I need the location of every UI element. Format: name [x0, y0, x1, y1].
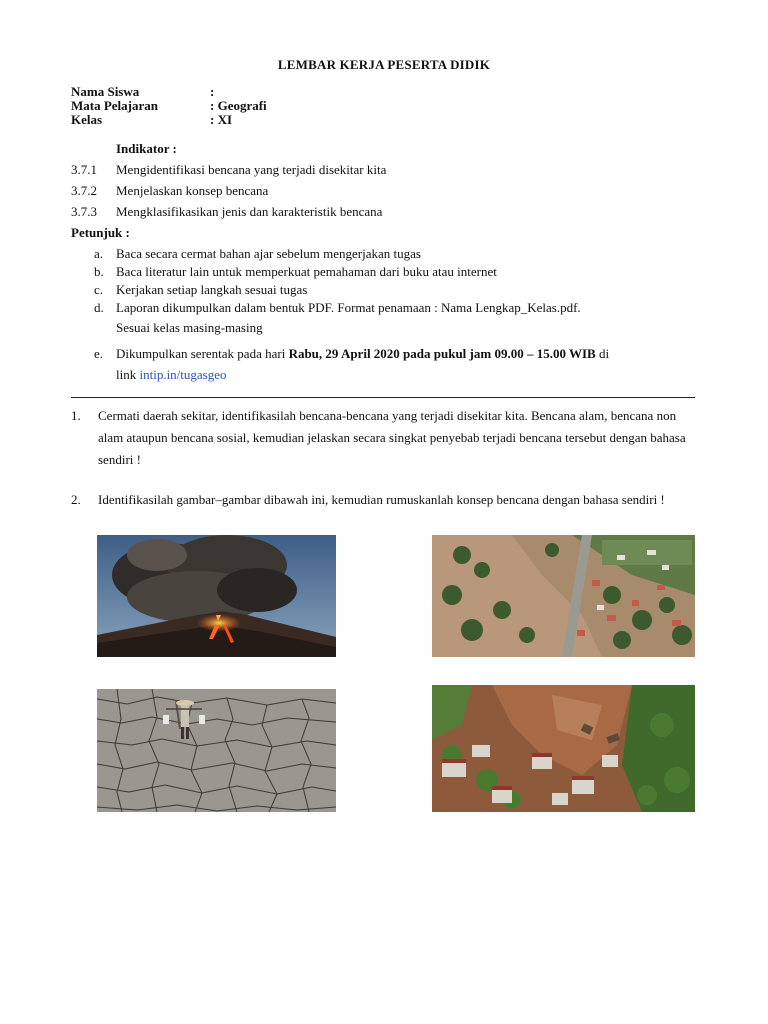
petunjuk-letter: e.: [94, 346, 104, 361]
flood-image: [432, 535, 695, 657]
question-number: 2.: [71, 492, 81, 507]
indikator-item: [71, 204, 382, 220]
petunjuk-item: [94, 300, 581, 316]
petunjuk-item: [94, 264, 497, 280]
question-item: [71, 405, 701, 471]
petunjuk-text: Dikumpulkan serentak pada hari: [116, 346, 289, 361]
indikator-number: 3.7.3: [71, 204, 97, 219]
petunjuk-continuation: [116, 367, 227, 383]
petunjuk-item: [94, 282, 307, 298]
identity-value: : Geografi: [210, 98, 267, 113]
indikator-heading: Indikator :: [116, 141, 177, 156]
question-item: [71, 489, 701, 511]
identity-label: Kelas: [71, 112, 103, 127]
petunjuk-text: Baca secara cermat bahan ajar sebelum mengerjakan tugas: [116, 246, 421, 261]
question-number: 1.: [71, 408, 81, 423]
indikator-text: Mengklasifikasikan jenis dan karakteristik bencana: [116, 204, 383, 219]
indikator-text: Mengidentifikasi bencana yang terjadi disekitar kita: [116, 162, 387, 177]
petunjuk-letter: b.: [94, 264, 104, 279]
petunjuk-item: [94, 346, 609, 362]
identity-label: Nama Siswa: [71, 84, 140, 99]
indikator-item: [71, 162, 386, 178]
deadline-text: Rabu, 29 April 2020 pada pukul jam 09.00 – 15.00 WIB: [288, 346, 596, 361]
landslide-image: [432, 685, 695, 812]
indikator-text: Menjelaskan konsep bencana: [116, 183, 269, 198]
page-title: LEMBAR KERJA PESERTA DIDIK: [277, 57, 491, 72]
petunjuk-letter: c.: [94, 282, 104, 297]
petunjuk-heading: Petunjuk :: [71, 225, 130, 240]
petunjuk-letter: d.: [94, 300, 104, 315]
identity-label: Mata Pelajaran: [71, 98, 159, 113]
indikator-number: 3.7.1: [71, 162, 97, 177]
identity-value: :: [210, 84, 215, 99]
indikator-item: [71, 183, 268, 199]
identity-value: : XI: [210, 112, 233, 127]
petunjuk-text: Laporan dikumpulkan dalam bentuk PDF. Format penamaan : Nama Lengkap_Kelas.pdf.: [116, 300, 581, 315]
question-text: Cermati daerah sekitar, identifikasilah bencana-bencana yang terjadi disekitar kita. Bencana alam, bencana non alam ataupun bencana sosial, kemudian jelaskan secara singkat penyebab terjadi bencana tersebut dengan bahasa sendiri !: [98, 408, 686, 467]
divider-line: [71, 397, 695, 398]
petunjuk-letter: a.: [94, 246, 104, 261]
volcano-eruption-image: [97, 535, 336, 657]
identity-row-class: [71, 113, 267, 127]
petunjuk-item: [94, 246, 421, 262]
indikator-number: 3.7.2: [71, 183, 97, 198]
identity-row-name: [71, 85, 267, 99]
question-text: Identifikasilah gambar–gambar dibawah ini, kemudian rumuskanlah konsep bencana dengan bahasa sendiri !: [98, 492, 665, 507]
drought-image: [97, 689, 336, 812]
petunjuk-text: Baca literatur lain untuk memperkuat pemahaman dari buku atau internet: [116, 264, 497, 279]
student-identity: [71, 85, 267, 127]
petunjuk-text: Kerjakan setiap langkah sesuai tugas: [116, 282, 308, 297]
petunjuk-text: link: [116, 367, 140, 382]
petunjuk-continuation: Sesuai kelas masing-masing: [116, 320, 263, 335]
submission-link[interactable]: intip.in/tugasgeo: [139, 367, 227, 382]
identity-row-subject: [71, 99, 267, 113]
petunjuk-text: di: [595, 346, 610, 361]
